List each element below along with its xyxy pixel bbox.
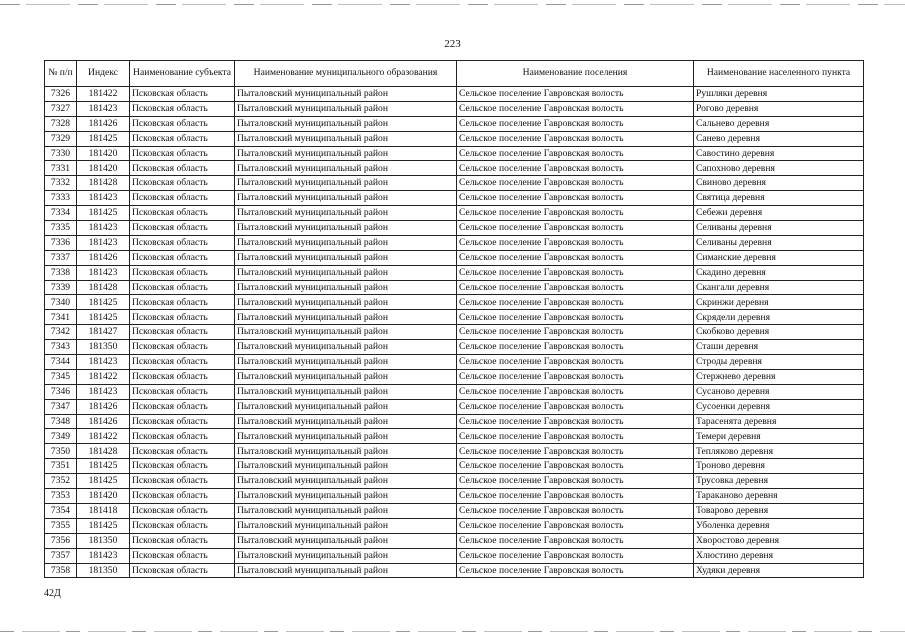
cell-municipality: Пыталовский муниципальный район — [235, 399, 457, 414]
cell-municipality: Пыталовский муниципальный район — [235, 87, 457, 102]
cell-municipality: Пыталовский муниципальный район — [235, 131, 457, 146]
table-body — [45, 87, 864, 578]
cell-subject: Псковская область — [130, 503, 235, 518]
cell-settlement: Сельское поселение Гавровская волость — [457, 295, 694, 310]
cell-subject: Псковская область — [130, 191, 235, 206]
cell-num: 7339 — [45, 280, 77, 295]
table-row — [45, 369, 864, 384]
table-header-row — [45, 61, 864, 87]
header-index: Индекс — [77, 61, 130, 87]
cell-settlement: Сельское поселение Гавровская волость — [457, 146, 694, 161]
cell-settlement: Сельское поселение Гавровская волость — [457, 280, 694, 295]
cell-settlement: Сельское поселение Гавровская волость — [457, 399, 694, 414]
cell-index: 181426 — [77, 116, 130, 131]
cell-municipality: Пыталовский муниципальный район — [235, 459, 457, 474]
header-subject: Наименование субъекта — [130, 61, 235, 87]
cell-settlement: Сельское поселение Гавровская волость — [457, 221, 694, 236]
cell-municipality: Пыталовский муниципальный район — [235, 191, 457, 206]
table-row — [45, 161, 864, 176]
cell-municipality: Пыталовский муниципальный район — [235, 116, 457, 131]
footer-mark: 42Д — [44, 588, 61, 599]
table-row — [45, 280, 864, 295]
cell-settlement: Сельское поселение Гавровская волость — [457, 369, 694, 384]
table-row — [45, 116, 864, 131]
cell-num: 7354 — [45, 503, 77, 518]
cell-locality: Строды деревня — [694, 355, 864, 370]
scan-edge-top — [0, 4, 905, 5]
cell-subject: Псковская область — [130, 548, 235, 563]
cell-settlement: Сельское поселение Гавровская волость — [457, 310, 694, 325]
cell-index: 181428 — [77, 444, 130, 459]
cell-locality: Себежи деревня — [694, 206, 864, 221]
table-row — [45, 146, 864, 161]
cell-subject: Псковская область — [130, 533, 235, 548]
cell-settlement: Сельское поселение Гавровская волость — [457, 176, 694, 191]
cell-locality: Скобково деревня — [694, 325, 864, 340]
cell-locality: Сусоенки деревня — [694, 399, 864, 414]
header-settlement: Наименование поселения — [457, 61, 694, 87]
cell-locality: Савостино деревня — [694, 146, 864, 161]
cell-num: 7343 — [45, 340, 77, 355]
cell-municipality: Пыталовский муниципальный район — [235, 325, 457, 340]
cell-num: 7348 — [45, 414, 77, 429]
cell-municipality: Пыталовский муниципальный район — [235, 340, 457, 355]
cell-settlement: Сельское поселение Гавровская волость — [457, 265, 694, 280]
scan-edge-bottom — [0, 631, 905, 632]
cell-settlement: Сельское поселение Гавровская волость — [457, 384, 694, 399]
table-row — [45, 444, 864, 459]
cell-locality: Рогово деревня — [694, 101, 864, 116]
cell-locality: Тарасенята деревня — [694, 414, 864, 429]
cell-municipality: Пыталовский муниципальный район — [235, 161, 457, 176]
cell-num: 7344 — [45, 355, 77, 370]
cell-num: 7358 — [45, 563, 77, 578]
table-row — [45, 131, 864, 146]
cell-locality: Тараканово деревня — [694, 489, 864, 504]
cell-subject: Псковская область — [130, 146, 235, 161]
cell-municipality: Пыталовский муниципальный район — [235, 295, 457, 310]
table-row — [45, 414, 864, 429]
cell-subject: Псковская область — [130, 161, 235, 176]
cell-settlement: Сельское поселение Гавровская волость — [457, 340, 694, 355]
cell-subject: Псковская область — [130, 355, 235, 370]
cell-settlement: Сельское поселение Гавровская волость — [457, 355, 694, 370]
header-num: № п/п — [45, 61, 77, 87]
cell-settlement: Сельское поселение Гавровская волость — [457, 235, 694, 250]
cell-subject: Псковская область — [130, 384, 235, 399]
cell-index: 181422 — [77, 369, 130, 384]
cell-subject: Псковская область — [130, 206, 235, 221]
cell-settlement: Сельское поселение Гавровская волость — [457, 533, 694, 548]
cell-settlement: Сельское поселение Гавровская волость — [457, 548, 694, 563]
table-row — [45, 563, 864, 578]
cell-municipality: Пыталовский муниципальный район — [235, 176, 457, 191]
cell-locality: Скрядели деревня — [694, 310, 864, 325]
cell-num: 7331 — [45, 161, 77, 176]
cell-locality: Скринжи деревня — [694, 295, 864, 310]
cell-index: 181350 — [77, 533, 130, 548]
table-row — [45, 459, 864, 474]
cell-num: 7350 — [45, 444, 77, 459]
cell-index: 181350 — [77, 340, 130, 355]
cell-subject: Псковская область — [130, 176, 235, 191]
cell-index: 181423 — [77, 355, 130, 370]
table-row — [45, 399, 864, 414]
cell-index: 181418 — [77, 503, 130, 518]
cell-locality: Святица деревня — [694, 191, 864, 206]
cell-subject: Псковская область — [130, 116, 235, 131]
cell-locality: Селиваны деревня — [694, 221, 864, 236]
cell-index: 181423 — [77, 265, 130, 280]
cell-locality: Селиваны деревня — [694, 235, 864, 250]
cell-num: 7334 — [45, 206, 77, 221]
table-row — [45, 265, 864, 280]
cell-index: 181423 — [77, 191, 130, 206]
header-locality: Наименование населенного пункта — [694, 61, 864, 87]
cell-settlement: Сельское поселение Гавровская волость — [457, 444, 694, 459]
cell-municipality: Пыталовский муниципальный район — [235, 429, 457, 444]
cell-num: 7337 — [45, 250, 77, 265]
cell-subject: Псковская область — [130, 235, 235, 250]
cell-index: 181423 — [77, 101, 130, 116]
cell-settlement: Сельское поселение Гавровская волость — [457, 429, 694, 444]
cell-num: 7349 — [45, 429, 77, 444]
cell-num: 7332 — [45, 176, 77, 191]
cell-locality: Сташи деревня — [694, 340, 864, 355]
cell-locality: Товарово деревня — [694, 503, 864, 518]
cell-subject: Псковская область — [130, 518, 235, 533]
cell-settlement: Сельское поселение Гавровская волость — [457, 250, 694, 265]
cell-locality: Худяки деревня — [694, 563, 864, 578]
cell-num: 7326 — [45, 87, 77, 102]
cell-municipality: Пыталовский муниципальный район — [235, 235, 457, 250]
table-row — [45, 355, 864, 370]
table-row — [45, 191, 864, 206]
cell-subject: Псковская область — [130, 250, 235, 265]
cell-locality: Скангали деревня — [694, 280, 864, 295]
cell-num: 7340 — [45, 295, 77, 310]
table-row — [45, 384, 864, 399]
cell-index: 181423 — [77, 384, 130, 399]
cell-index: 181423 — [77, 548, 130, 563]
cell-subject: Псковская область — [130, 414, 235, 429]
cell-locality: Сальнево деревня — [694, 116, 864, 131]
cell-index: 181425 — [77, 474, 130, 489]
cell-settlement: Сельское поселение Гавровская волость — [457, 131, 694, 146]
cell-settlement: Сельское поселение Гавровская волость — [457, 161, 694, 176]
cell-municipality: Пыталовский муниципальный район — [235, 280, 457, 295]
table-row — [45, 235, 864, 250]
cell-settlement: Сельское поселение Гавровская волость — [457, 325, 694, 340]
cell-subject: Псковская область — [130, 310, 235, 325]
cell-num: 7330 — [45, 146, 77, 161]
table-row — [45, 101, 864, 116]
cell-locality: Рушляки деревня — [694, 87, 864, 102]
table-row — [45, 429, 864, 444]
table-row — [45, 340, 864, 355]
cell-municipality: Пыталовский муниципальный район — [235, 221, 457, 236]
settlements-table — [44, 60, 864, 578]
cell-num: 7336 — [45, 235, 77, 250]
cell-index: 181422 — [77, 87, 130, 102]
cell-settlement: Сельское поселение Гавровская волость — [457, 116, 694, 131]
cell-index: 181423 — [77, 235, 130, 250]
cell-locality: Хлюстино деревня — [694, 548, 864, 563]
cell-subject: Псковская область — [130, 280, 235, 295]
cell-municipality: Пыталовский муниципальный район — [235, 474, 457, 489]
cell-num: 7333 — [45, 191, 77, 206]
cell-index: 181426 — [77, 250, 130, 265]
cell-index: 181422 — [77, 429, 130, 444]
cell-settlement: Сельское поселение Гавровская волость — [457, 489, 694, 504]
cell-subject: Псковская область — [130, 340, 235, 355]
table-row — [45, 206, 864, 221]
cell-subject: Псковская область — [130, 563, 235, 578]
cell-locality: Симанские деревня — [694, 250, 864, 265]
cell-municipality: Пыталовский муниципальный район — [235, 355, 457, 370]
cell-locality: Стержнево деревня — [694, 369, 864, 384]
table-row — [45, 87, 864, 102]
cell-settlement: Сельское поселение Гавровская волость — [457, 87, 694, 102]
table-row — [45, 489, 864, 504]
table-row — [45, 325, 864, 340]
cell-municipality: Пыталовский муниципальный район — [235, 384, 457, 399]
cell-index: 181425 — [77, 131, 130, 146]
cell-settlement: Сельское поселение Гавровская волость — [457, 459, 694, 474]
cell-settlement: Сельское поселение Гавровская волость — [457, 563, 694, 578]
cell-locality: Тепляково деревня — [694, 444, 864, 459]
cell-num: 7342 — [45, 325, 77, 340]
cell-locality: Уболенка деревня — [694, 518, 864, 533]
table-row — [45, 295, 864, 310]
cell-locality: Троново деревня — [694, 459, 864, 474]
cell-locality: Трусовка деревня — [694, 474, 864, 489]
cell-municipality: Пыталовский муниципальный район — [235, 563, 457, 578]
cell-index: 181425 — [77, 518, 130, 533]
cell-municipality: Пыталовский муниципальный район — [235, 489, 457, 504]
cell-locality: Свиново деревня — [694, 176, 864, 191]
cell-num: 7345 — [45, 369, 77, 384]
cell-municipality: Пыталовский муниципальный район — [235, 310, 457, 325]
cell-municipality: Пыталовский муниципальный район — [235, 369, 457, 384]
cell-settlement: Сельское поселение Гавровская волость — [457, 503, 694, 518]
cell-subject: Псковская область — [130, 131, 235, 146]
cell-index: 181420 — [77, 489, 130, 504]
cell-settlement: Сельское поселение Гавровская волость — [457, 518, 694, 533]
cell-subject: Псковская область — [130, 325, 235, 340]
table-row — [45, 474, 864, 489]
cell-locality: Хворостово деревня — [694, 533, 864, 548]
cell-settlement: Сельское поселение Гавровская волость — [457, 206, 694, 221]
cell-subject: Псковская область — [130, 459, 235, 474]
table-row — [45, 503, 864, 518]
cell-num: 7355 — [45, 518, 77, 533]
cell-index: 181425 — [77, 310, 130, 325]
cell-locality: Сапохново деревня — [694, 161, 864, 176]
cell-municipality: Пыталовский муниципальный район — [235, 101, 457, 116]
cell-municipality: Пыталовский муниципальный район — [235, 414, 457, 429]
cell-municipality: Пыталовский муниципальный район — [235, 250, 457, 265]
cell-settlement: Сельское поселение Гавровская волость — [457, 191, 694, 206]
table-row — [45, 548, 864, 563]
cell-index: 181350 — [77, 563, 130, 578]
cell-num: 7357 — [45, 548, 77, 563]
cell-subject: Псковская область — [130, 489, 235, 504]
cell-settlement: Сельское поселение Гавровская волость — [457, 101, 694, 116]
cell-index: 181420 — [77, 146, 130, 161]
cell-municipality: Пыталовский муниципальный район — [235, 444, 457, 459]
cell-subject: Псковская область — [130, 474, 235, 489]
cell-num: 7327 — [45, 101, 77, 116]
cell-num: 7351 — [45, 459, 77, 474]
cell-municipality: Пыталовский муниципальный район — [235, 206, 457, 221]
table-row — [45, 533, 864, 548]
cell-index: 181425 — [77, 459, 130, 474]
cell-subject: Псковская область — [130, 87, 235, 102]
cell-num: 7341 — [45, 310, 77, 325]
cell-subject: Псковская область — [130, 429, 235, 444]
cell-index: 181425 — [77, 206, 130, 221]
cell-locality: Сусаново деревня — [694, 384, 864, 399]
cell-settlement: Сельское поселение Гавровская волость — [457, 474, 694, 489]
cell-municipality: Пыталовский муниципальный район — [235, 265, 457, 280]
cell-settlement: Сельское поселение Гавровская волость — [457, 414, 694, 429]
cell-index: 181427 — [77, 325, 130, 340]
cell-subject: Псковская область — [130, 399, 235, 414]
cell-locality: Темери деревня — [694, 429, 864, 444]
table-row — [45, 310, 864, 325]
cell-num: 7328 — [45, 116, 77, 131]
cell-index: 181426 — [77, 414, 130, 429]
cell-num: 7352 — [45, 474, 77, 489]
cell-subject: Псковская область — [130, 265, 235, 280]
table-row — [45, 518, 864, 533]
cell-index: 181420 — [77, 161, 130, 176]
cell-municipality: Пыталовский муниципальный район — [235, 548, 457, 563]
cell-municipality: Пыталовский муниципальный район — [235, 146, 457, 161]
cell-municipality: Пыталовский муниципальный район — [235, 503, 457, 518]
cell-locality: Санево деревня — [694, 131, 864, 146]
cell-num: 7356 — [45, 533, 77, 548]
cell-num: 7347 — [45, 399, 77, 414]
cell-locality: Скадино деревня — [694, 265, 864, 280]
cell-subject: Псковская область — [130, 444, 235, 459]
cell-municipality: Пыталовский муниципальный район — [235, 518, 457, 533]
cell-index: 181426 — [77, 399, 130, 414]
cell-num: 7353 — [45, 489, 77, 504]
table-row — [45, 176, 864, 191]
cell-num: 7346 — [45, 384, 77, 399]
cell-index: 181428 — [77, 280, 130, 295]
cell-municipality: Пыталовский муниципальный район — [235, 533, 457, 548]
cell-num: 7329 — [45, 131, 77, 146]
cell-num: 7338 — [45, 265, 77, 280]
header-municipality: Наименование муниципального образования — [235, 61, 457, 87]
cell-index: 181428 — [77, 176, 130, 191]
page-number: 223 — [444, 38, 461, 50]
cell-num: 7335 — [45, 221, 77, 236]
table-row — [45, 250, 864, 265]
cell-subject: Псковская область — [130, 369, 235, 384]
cell-subject: Псковская область — [130, 221, 235, 236]
cell-index: 181423 — [77, 221, 130, 236]
cell-subject: Псковская область — [130, 295, 235, 310]
cell-subject: Псковская область — [130, 101, 235, 116]
cell-index: 181425 — [77, 295, 130, 310]
table-row — [45, 221, 864, 236]
